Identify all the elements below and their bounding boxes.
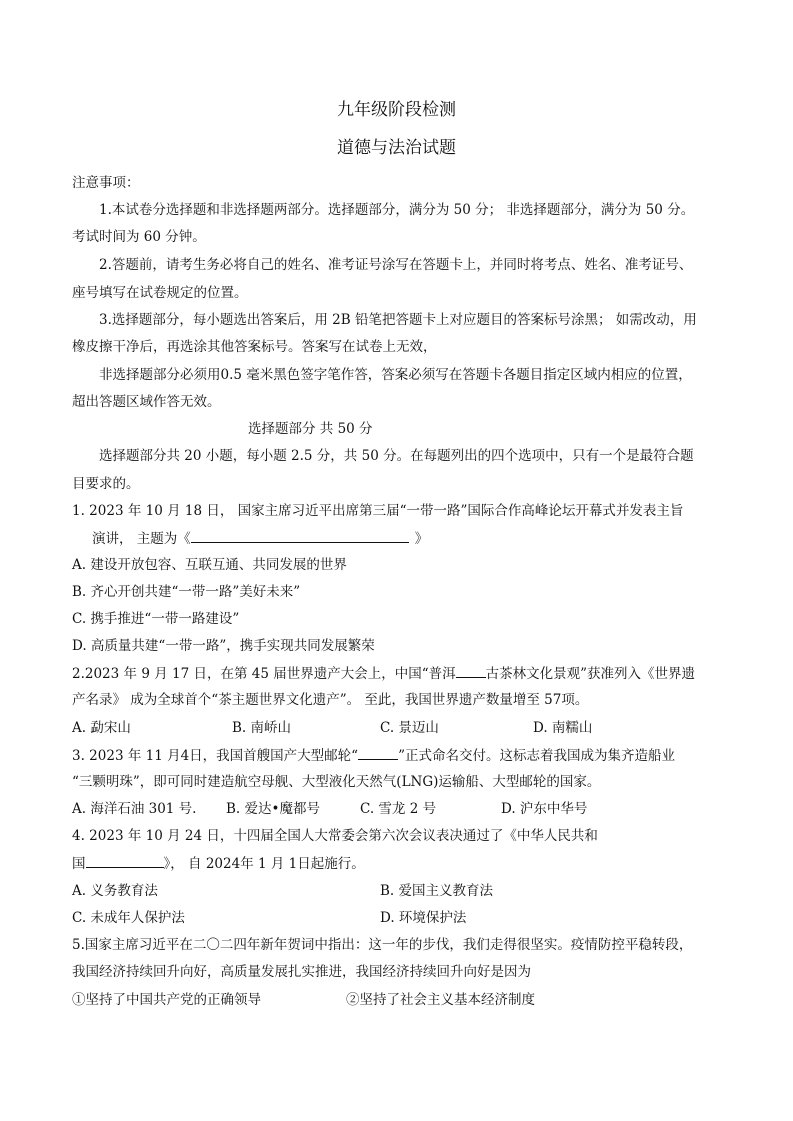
q2-option-a: A. 勐宋山 — [72, 720, 131, 736]
notice-item-1a: 1.本试卷分选择题和非选择题两部分。选择题部分，满分为 50 分； 非选择题部分，满分为 50 分。 — [99, 202, 695, 218]
q2-stem-b: 产名录》 成为全球首个“茶主题世界文化遗产”。 至此，我国世界遗产数量增至 57项。 — [72, 692, 589, 708]
exam-title: 九年级阶段检测 — [337, 100, 456, 120]
q5-statement-1: ①坚持了中国共产党的正确领导 — [72, 992, 261, 1008]
notice-item-2a: 2.答题前，请考生务必将自己的姓名、准考证号涂写在答题卡上，并同时将考点、姓名、准考证号、 — [99, 257, 693, 273]
q3-option-c: C. 雪龙 2 号 — [360, 801, 437, 817]
notice-item-2b: 座号填写在试卷规定的位置。 — [72, 285, 248, 301]
q1-stem-b-post: 》 — [414, 531, 429, 547]
notice-item-3b: 橡皮擦干净后，再选涂其他答案标号。答案写在试卷上无效， — [72, 339, 437, 355]
notice-heading: 注意事项： — [72, 175, 140, 191]
q4-option-b: B. 爱国主义教育法 — [380, 883, 494, 899]
q4-stem-b — [72, 853, 365, 874]
q4-option-a: A. 义务教育法 — [72, 883, 158, 899]
section-intro-a: 选择题部分共 20 小题，每小题 2.5 分，共 50 分。在每题列出的四个选项中，只有一个是最符合题 — [99, 448, 694, 464]
q2-stem-a-pre: 2.2023 年 9 月 17 日，在第 45 届世界遗产大会上，中国“普洱 — [72, 666, 456, 682]
q1-stem-b-pre: 演讲， 主题为《 — [92, 531, 191, 547]
notice-item-3a: 3.选择题部分，每小题选出答案后，用 2B 铅笔把答题卡上对应题目的答案标号涂黑； 如需改动，用 — [99, 312, 697, 328]
q5-statement-2: ②坚持了社会主义基本经济制度 — [346, 992, 535, 1008]
q1-option-d: D. 高质量共建“一带一路”，携手实现共同发展繁荣 — [72, 638, 375, 654]
notice-item-1b: 考试时间为 60 分钟。 — [72, 229, 206, 245]
section-intro-b: 目要求的。 — [72, 476, 140, 492]
q1-stem-a: 1. 2023 年 10 月 18 日， 国家主席习近平出席第三届“一带一路”国际合作高峰论坛开幕式并发表主旨 — [72, 503, 684, 519]
q1-option-b: B. 齐心开创共建“一带一路”美好未来” — [72, 584, 301, 600]
q3-answer-blank — [358, 745, 398, 760]
q1-option-c: C. 携手推进“一带一路建设” — [72, 611, 240, 627]
q1-stem-b — [92, 528, 428, 549]
section-heading: 选择题部分 共 50 分 — [248, 421, 373, 437]
q1-answer-blank — [191, 528, 409, 543]
q3-option-b: B. 爱达•魔都号 — [226, 801, 320, 817]
q4-option-d: D. 环境保护法 — [380, 910, 467, 926]
notice-item-4b: 超出答题区域作答无效。 — [72, 394, 221, 410]
q1-option-a: A. 建设开放包容、互联互通、共同发展的世界 — [72, 557, 347, 573]
q5-stem-b: 我国经济持续回升向好，高质量发展扎实推进，我国经济持续回升向好是因为 — [72, 964, 531, 980]
q2-option-c: C. 景迈山 — [380, 720, 439, 736]
q3-stem-b: “三颗明珠”，即可同时建造航空母舰、大型液化天然气(LNG)运输船、大型邮轮的国家。 — [72, 774, 601, 790]
q2-stem-a-post: 古茶林文化景观”获准列入《世界遗 — [485, 666, 696, 682]
q2-option-b: B. 南峤山 — [232, 720, 292, 736]
q2-stem-a — [72, 663, 695, 684]
q2-answer-blank — [456, 663, 486, 678]
q4-option-c: C. 未成年人保护法 — [72, 910, 185, 926]
q2-option-d: D. 南糯山 — [533, 720, 593, 736]
q5-stem-a: 5.国家主席习近平在二〇二四年新年贺词中指出：这一年的步伐，我们走得很坚实。疫情防控平稳转段， — [72, 937, 693, 953]
exam-subtitle: 道德与法治试题 — [337, 138, 456, 158]
notice-item-4a: 非选择题部分必须用0.5 毫米黑色签字笔作答，答案必须写在答题卡各题目指定区域内相应的位置， — [99, 367, 692, 383]
q3-option-a: A. 海洋石油 301 号. — [72, 801, 197, 817]
q4-stem-a: 4. 2023 年 10 月 24 日，十四届全国人大常委会第六次会议表决通过了《中华人民共和 — [72, 828, 598, 844]
q3-stem-a-post: ”正式命名交付。这标志着我国成为集齐造船业 — [398, 748, 675, 764]
q3-stem-a — [72, 745, 675, 766]
q3-option-d: D. 沪东中华号 — [501, 801, 588, 817]
q4-answer-blank — [86, 853, 164, 868]
q3-stem-a-pre: 3. 2023 年 11 月4日，我国首艘国产大型邮轮“ — [72, 748, 359, 764]
q4-stem-b-post: 》， 自 2024年 1 月 1日起施行。 — [163, 856, 365, 872]
q4-stem-b-pre: 国 — [72, 856, 86, 872]
